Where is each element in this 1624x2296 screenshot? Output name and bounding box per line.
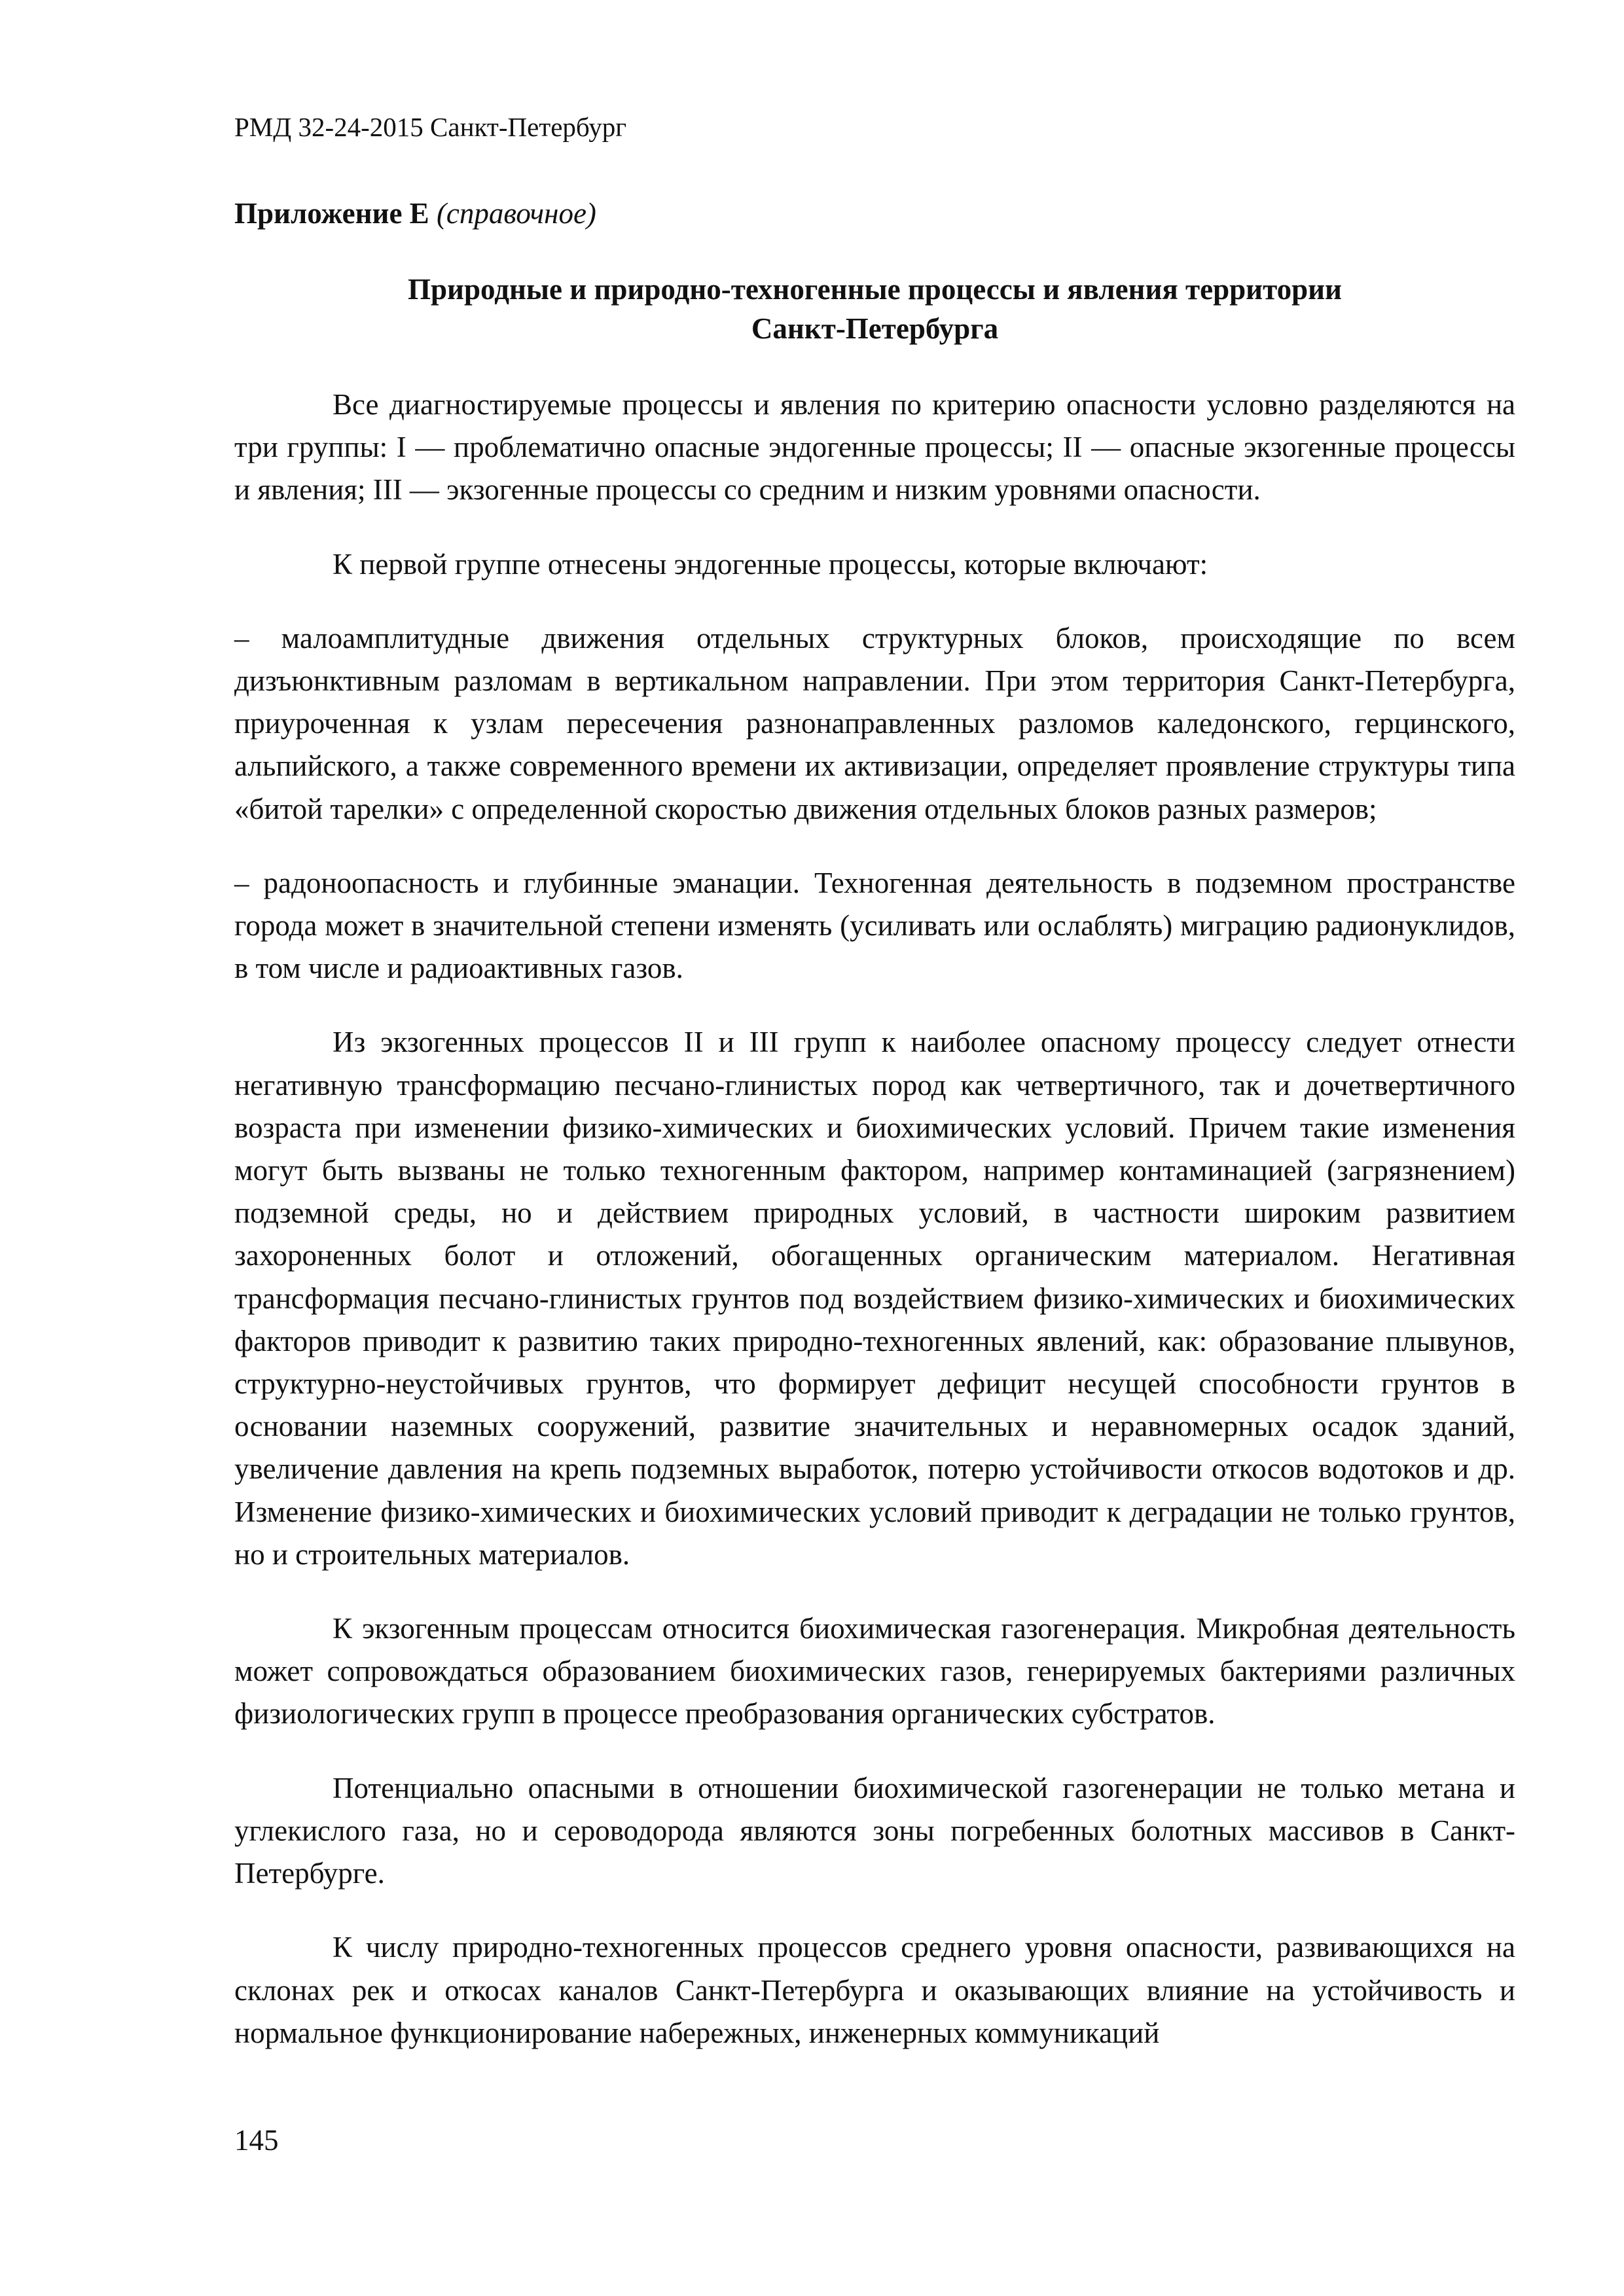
page-number: 145 [234, 2124, 279, 2157]
paragraph-groups: Все диагностируемые процессы и явления по критерию опасности условно разделяются на три группы: I — проблематично опасные эндогенные процессы; II — опасные экзогенные процессы и явления; III — экзогенные процессы со средним и низким уровнями опасности. [234, 388, 1515, 507]
body-text [234, 384, 1515, 2054]
paragraph-gas-generation: К экзогенным процессам относится биохимическая газогенерация. Микробная деятельность может сопровождаться образованием биохимических газов, генерируемых бактериями различных физиологических групп в процессе преобразования органических субстратов. [234, 1612, 1515, 1731]
document-title [234, 270, 1515, 348]
document-page [234, 0, 1515, 2296]
paragraph-slopes: К числу природно-техногенных процессов среднего уровня опасности, развивающихся на склонах рек и откосах каналов Санкт-Петербурга и оказывающих влияние на устойчивость и нормальное функционирование набережных, инженерных коммуникаций [234, 1931, 1515, 2049]
appendix-note: (справочное) [436, 197, 596, 230]
paragraph-exogenous-processes: Из экзогенных процессов II и III групп к наиболее опасному процессу следует отнести негативную трансформацию песчано-глинистых пород как четвертичного, так и дочетвертичного возраста при изменении физико-химических и биохимических условий. Причем такие изменения могут быть вызваны не только техногенным фактором, например контаминацией (загрязнением) подземной среды, но и действием природных условий, в частности широким развитием захороненных болот и отложений, обогащенных органическим материалом. Негативная трансформация песчано-глинистых грунтов под воздействием физико-химических и биохимических факторов приводит к развитию таких природно-техногенных явлений, как: образование плывунов, структурно-неустойчивых грунтов, что формирует дефицит несущей способности грунтов в основании наземных сооружений, развитие значительных и неравномерных осадок зданий, увеличение давления на крепь подземных выработок, потерю устойчивости откосов водотоков и др. Изменение физико-химических и биохимических условий приводит к деградации не только грунтов, но и строительных материалов. [234, 1026, 1515, 1571]
paragraph-first-group-intro: К первой группе отнесены эндогенные процессы, которые включают: [333, 547, 1208, 581]
list-item-block-movements: – малоамплитудные движения отдельных структурных блоков, происходящие по всем дизъюнктивным разломам в вертикальном направлении. При этом территория Санкт-Петербурга, приуроченная к узлам пересечения разнонаправленных разломов каледонского, герцинского, альпийского, а также современного времени их активизации, определяет проявление структуры типа «битой тарелки» с определенной скоростью движения отдельных блоков разных размеров; [234, 621, 1515, 825]
paragraph-bog-zones: Потенциально опасными в отношении биохимической газогенерации не только метана и углекислого газа, но и сероводорода являются зоны погребенных болотных массивов в Санкт-Петербурге. [234, 1771, 1515, 1890]
appendix-label: Приложение Е [234, 197, 429, 230]
list-item-radon: – радоноопасность и глубинные эманации. Техногенная деятельность в подземном пространстве города может в значительной степени изменять (усиливать или ослаблять) миграцию радионуклидов, в том числе и радиоактивных газов. [234, 866, 1515, 985]
running-header: РМД 32-24-2015 Санкт-Петербург [234, 112, 627, 142]
document-title-line-1: Природные и природно-техногенные процессы и явления территории [408, 273, 1342, 306]
document-title-line-2: Санкт-Петербурга [751, 312, 999, 345]
appendix-heading [234, 195, 596, 232]
